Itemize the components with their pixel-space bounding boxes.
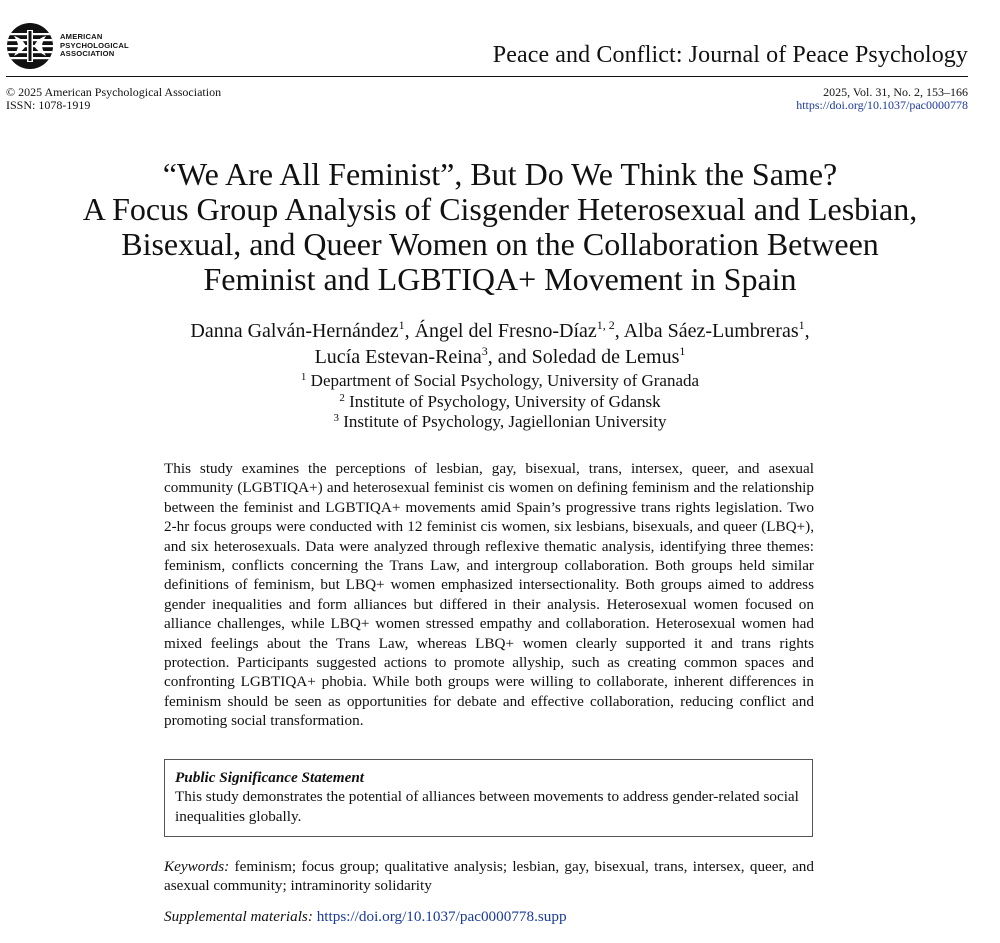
issn-line: ISSN: 1078-1919 bbox=[6, 98, 91, 112]
author-name: Alba Sáez-Lumbreras bbox=[623, 320, 799, 342]
public-significance-text: This study demonstrates the potential of alliances between movements to address gender-related social inequalities globally. bbox=[175, 788, 799, 825]
keywords bbox=[164, 857, 814, 896]
author-name: Soledad de Lemus bbox=[531, 346, 680, 368]
supplemental-label: Supplemental materials: bbox=[164, 908, 313, 925]
author-affil-sup: 1 bbox=[798, 318, 805, 332]
affiliation-item: $^1$ Department of Social Psychology, University of Granada bbox=[300, 371, 700, 390]
supplemental-link[interactable]: https://doi.org/10.1037/pac0000778.supp bbox=[316, 908, 567, 925]
author-list: Danna Galván-Hernández$^1$, Ángel del Fresno-Díaz$^{1, 2}$, Alba Sáez-Lumbreras$^1$, Lucía Estevan-Reina$^3$, and Soledad de Lemus$^1$ bbox=[190, 318, 810, 368]
affiliation-item: $^3$ Institute of Psychology, Jagiellonian University bbox=[333, 412, 667, 431]
doi-link[interactable]: https://doi.org/10.1037/pac0000778 bbox=[796, 98, 968, 112]
author-affil-sup: 1 bbox=[679, 344, 686, 358]
supplemental-materials bbox=[164, 907, 814, 926]
apa-logo bbox=[6, 22, 136, 70]
article-title: “We Are All Feminist”, But Do We Think the Same? A Focus Group Analysis of Cisgender Heterosexual and Lesbian, Bisexual, and Queer Women on the Collaboration Between Feminist and LGBTIQA+ Movement in Spain bbox=[82, 156, 918, 297]
citation-line: 2025, Vol. 31, No. 2, 153–166 bbox=[823, 85, 968, 99]
author-affil-sup: 1, 2 bbox=[596, 318, 615, 332]
copyright-line: © 2025 American Psychological Association bbox=[6, 85, 222, 99]
citation-block bbox=[796, 86, 968, 112]
copyright-block bbox=[6, 86, 221, 112]
author-name: Ángel del Fresno-Díaz bbox=[414, 320, 597, 342]
apa-logo-text: AMERICAN PSYCHOLOGICAL ASSOCIATION bbox=[60, 32, 129, 59]
abstract: This study examines the perceptions of lesbian, gay, bisexual, trans, intersex, queer, and asexual community (LGBTIQA+) and heterosexual feminist cis women on defining feminism and the relationship between the feminist and LGBTIQA+ movements amid Spain’s progressive trans rights legislation. Two 2-hr focus groups were conducted with 12 feminist cis women, six lesbians, bisexuals, and queer (LBQ+), and six heterosexuals. Data were analyzed through reflexive thematic analysis, identifying three themes: feminism, conflicts concerning the Trans Law, and intergroup collaboration. Both groups held similar definitions of feminism, but LBQ+ women emphasized intersectionality. Both groups aimed to address gender inequalities and form alliances but differed in their analysis. Heterosexual women focused on alliance challenges, while LBQ+ women stressed empathy and collaboration. Heterosexual women had mixed feelings about the Trans Law, whereas LBQ+ women clearly supported it and trans rights protection. Participants suggested actions to promote allyship, such as creating common spaces and confronting LGBTIQA+ phobia. While both groups were willing to collaborate, inherent differences in feminism should be seen as opportunities for debate and effective collaboration, reducing conflict and promoting social transformation. bbox=[164, 460, 814, 730]
affiliation-item: $^2$ Institute of Psychology, University of Gdansk bbox=[339, 391, 661, 411]
public-significance-box bbox=[164, 759, 813, 837]
journal-title: Peace and Conflict: Journal of Peace Psychology bbox=[492, 42, 968, 68]
affiliation-list bbox=[0, 371, 1000, 433]
author-name: Danna Galván-Hernández bbox=[190, 320, 399, 342]
keywords-text: feminism; focus group; qualitative analysis; lesbian, gay, bisexual, trans, intersex, queer, and asexual community; intraminority solidarity bbox=[164, 858, 814, 895]
public-significance-heading: Public Significance Statement bbox=[175, 769, 364, 786]
author-name: Lucía Estevan-Reina bbox=[314, 346, 482, 368]
keywords-label: Keywords: bbox=[164, 858, 230, 875]
author-affil-sup: 3 bbox=[481, 344, 488, 358]
apa-logo-icon bbox=[6, 22, 54, 70]
header-divider bbox=[6, 76, 968, 77]
author-affil-sup: 1 bbox=[398, 318, 405, 332]
